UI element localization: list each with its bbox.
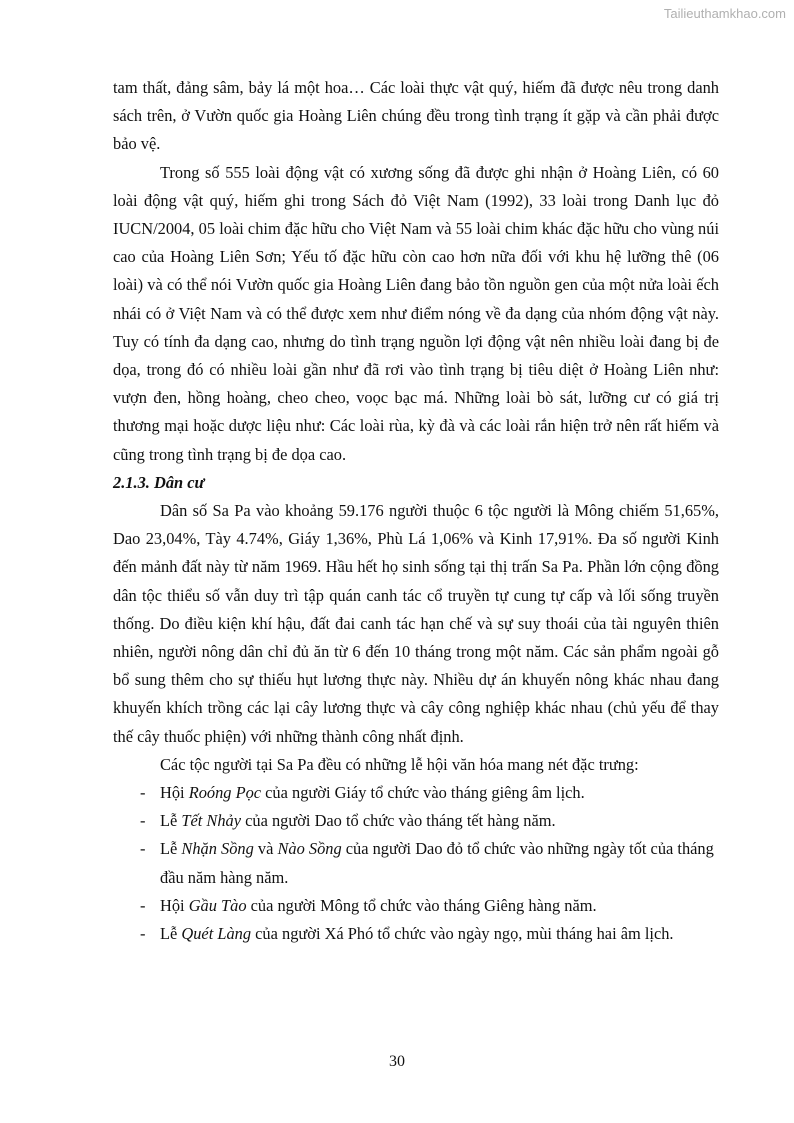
list-dash: - [140, 839, 146, 859]
festival-name: Nào Sồng [277, 839, 342, 859]
festival-name: Roóng Pọc [188, 783, 262, 803]
list-item: - Hội Roóng Pọc của người Giáy tổ chức vào tháng giêng âm lịch. [113, 779, 719, 807]
festival-name: Quét Làng [181, 924, 252, 944]
paragraph-plants: tam thất, đảng sâm, bảy lá một hoa… Các loài thực vật quý, hiếm đã được nêu trong danh sách trên, ở Vườn quốc gia Hoàng Liên chúng đều trong tình trạng ít gặp và cần phải được bảo vệ. [113, 78, 719, 154]
paragraph-population: Dân số Sa Pa vào khoảng 59.176 người thuộc 6 tộc người là Mông chiếm 51,65%, Dao 23,04%, Tày 4.74%, Giáy 1,36%, Phù Lá 1,06% và Kinh 17,91%. Đa số người Kinh đến mảnh đất này từ năm 1969. Hầu hết họ sinh sống tại thị trấn Sa Pa. Phần lớn cộng đồng dân tộc thiểu số vẫn duy trì tập quán canh tác cổ truyền tự cung tự cấp và lối sống truyền thống. Do điều kiện khí hậu, đất đai canh tác hạn chế và sự suy thoái của tài nguyên thiên nhiên, người nông dân chỉ đủ ăn từ 6 đến 10 tháng trong một năm. Các sản phẩm ngoài gỗ bổ sung thêm cho sự thiếu hụt lương thực này. Nhiều dự án khuyến nông khác nhau đang khuyến khích trồng các lại cây lương thực và cây công nghiệp khác nhau (chủ yếu để thay thế cây thuốc phiện) với những thành công nhất định. [113, 501, 719, 746]
festival-list [113, 779, 719, 948]
paragraph-animals: Trong số 555 loài động vật có xương sống đã được ghi nhận ở Hoàng Liên, có 60 loài động vật quý, hiếm ghi trong Sách đỏ Việt Nam (1992), 33 loài trong Danh lục đỏ IUCN/2004, 05 loài chim đặc hữu cho Việt Nam và 55 loài chim khác đặc hữu cho vùng núi cao của Hoàng Liên Sơn; Yếu tố đặc hữu còn cao hơn nữa đối với khu hệ lưỡng thê (06 loài) và có thể nói Vườn quốc gia Hoàng Liên đang bảo tồn nguồn gen của một nửa loài ếch nhái có ở Việt Nam và có thể được xem như điểm nóng về đa dạng của nhóm động vật này. Tuy có tính đa dạng cao, nhưng do tình trạng nguồn lợi động vật nên nhiều loài đang bị đe dọa, trong đó có nhiều loài gần như đã rơi vào tình trạng bị tiêu diệt ở Hoàng Liên như: vượn đen, hồng hoàng, cheo cheo, voọc bạc má. Những loài bò sát, lưỡng cư có giá trị thương mại hoặc dược liệu như: Các loài rùa, kỳ đà và các loài rắn hiện trở nên rất hiếm và cũng trong tình trạng bị đe dọa cao. [113, 162, 719, 464]
paragraph-festivals-intro: Các tộc người tại Sa Pa đều có những lễ hội văn hóa mang nét đặc trưng: [160, 754, 639, 774]
list-item: - Lễ Tết Nhảy của người Dao tổ chức vào tháng tết hàng năm. [113, 807, 719, 835]
list-item: - Lễ Quét Làng của người Xá Phó tổ chức vào ngày ngọ, mùi tháng hai âm lịch. [113, 920, 719, 948]
list-dash: - [140, 924, 146, 944]
list-item: - Hội Gầu Tào của người Mông tổ chức vào tháng Giêng hàng năm. [113, 892, 719, 920]
list-item: - Lễ Nhặn Sồng và Nào Sồng của người Dao đỏ tổ chức vào những ngày tốt của tháng đầu năm hàng năm. [113, 835, 719, 891]
section-heading: 2.1.3. Dân cư [113, 472, 205, 492]
festival-name: Nhặn Sồng [181, 839, 254, 859]
page-content [113, 74, 719, 948]
list-dash: - [140, 811, 146, 831]
festival-name: Tết Nhảy [181, 811, 242, 831]
watermark-text: Tailieuthamkhao.com [663, 6, 786, 21]
festival-name: Gầu Tào [188, 895, 247, 915]
list-dash: - [140, 895, 146, 915]
page-number: 30 [389, 1053, 405, 1070]
list-dash: - [140, 783, 146, 803]
